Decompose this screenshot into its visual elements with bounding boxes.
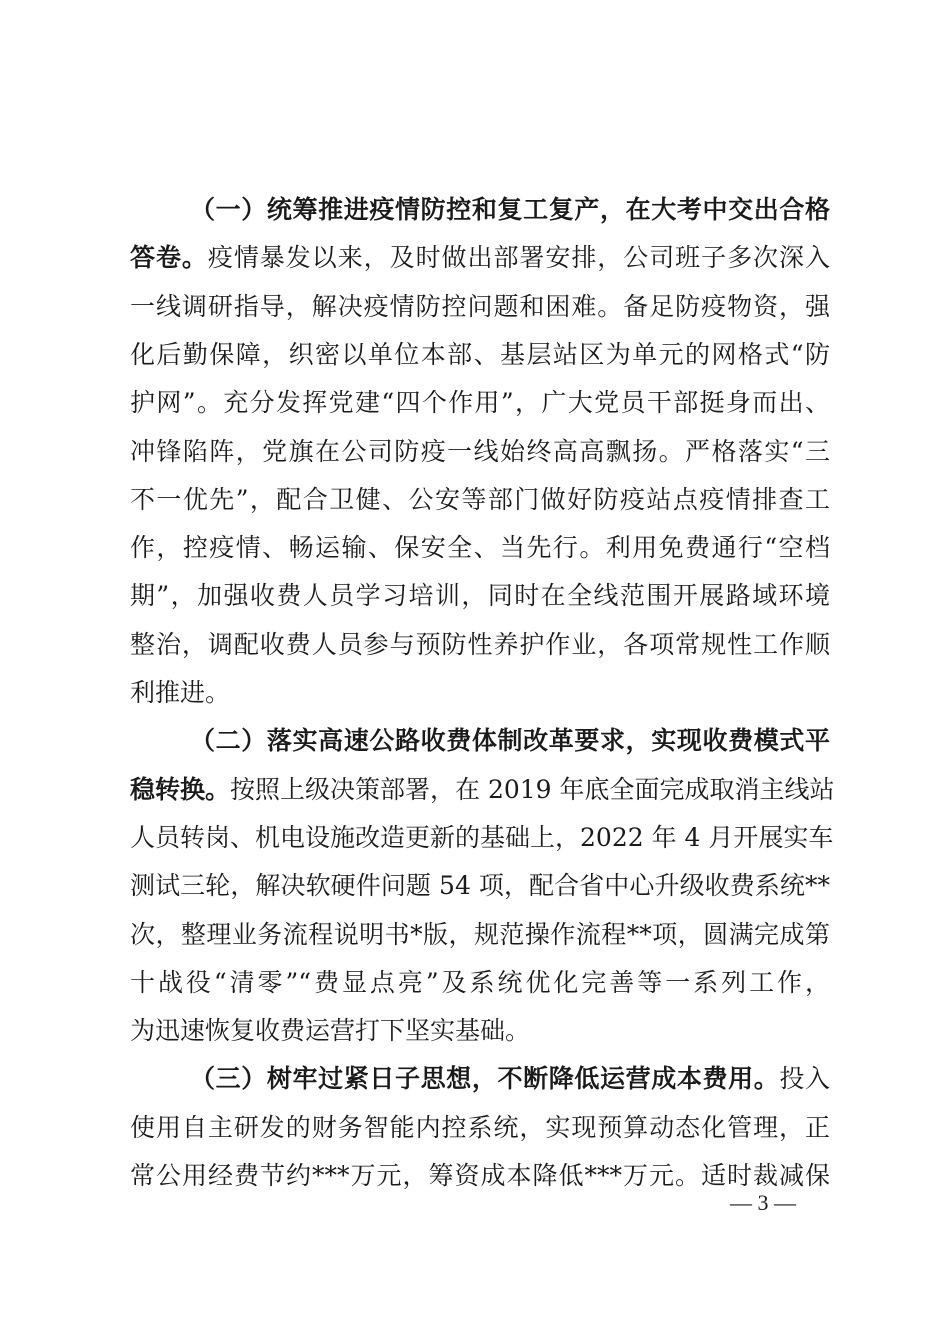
text-line [130,476,830,524]
text-line [130,1007,830,1055]
text-line [130,766,835,814]
text-line [190,1055,830,1103]
text-line [130,862,830,910]
text-line [190,186,830,234]
body-text-segment: 作，控疫情、畅运输、保安全、当先行。利用免费通行“空档 [130,533,830,562]
bold-heading-text: （三）树牢过紧日子思想，不断降低运营成本费用。 [190,1064,780,1093]
text-line [130,1152,830,1200]
body-text-segment: 疫情暴发以来，及时做出部署安排，公司班子多次深入 [207,243,830,272]
page-number: — 3 — [730,1190,796,1215]
bold-heading-text: （一）统筹推进疫情防控和复工复产，在大考中交出合格 [190,195,830,224]
body-text-segment: 不一优先”，配合卫健、公安等部门做好防疫站点疫情排查工 [130,485,830,514]
body-text-segment: 十战役“清零”“费显点亮”及系统优化完善等一系列工作， [130,968,830,997]
text-line [130,524,830,572]
body-text-segment: 冲锋陷阵，党旗在公司防疫一线始终高高飘扬。严格落实“三 [130,437,830,466]
body-text-segment: 为迅速恢复收费运营打下坚实基础。 [130,1016,531,1045]
bold-heading-text: （二）落实高速公路收费体制改革要求，实现收费模式平 [190,726,830,755]
body-text-segment: 按照上级决策部署，在 2019 年底全面完成取消主线站 [230,775,835,804]
text-line [130,669,830,717]
text-line [130,283,830,331]
text-line [130,379,830,427]
text-line [130,1104,830,1152]
body-text-segment: 测试三轮，解决软硬件问题 54 项，配合省中心升级收费系统** [130,871,830,900]
body-text-segment: 一线调研指导，解决疫情防控问题和困难。备足防疫物资，强 [130,292,830,321]
body-text-segment: 化后勤保障，织密以单位本部、基层站区为单元的网格式“防 [130,340,830,369]
body-text-segment: 利推进。 [130,678,231,707]
body-text-segment: 期”，加强收费人员学习培训，同时在全线范围开展路域环境 [130,581,830,610]
text-line [130,572,830,620]
text-line [130,814,834,862]
body-text-segment: 常公用经费节约***万元，筹资成本降低***万元。适时裁减保 [130,1161,830,1190]
text-line [190,717,830,765]
body-text-segment: 人员转岗、机电设施改造更新的基础上，2022 年 4 月开展实车 [130,823,834,852]
text-line [130,621,830,669]
bold-heading-text: 稳转换。 [130,775,231,804]
text-line [130,959,830,1007]
body-text-segment: 整治，调配收费人员参与预防性养护作业，各项常规性工作顺 [130,630,830,659]
body-text-segment: 护网”。充分发挥党建“四个作用”，广大党员干部挺身而出、 [130,388,830,417]
body-text-segment: 次，整理业务流程说明书*版，规范操作流程**项，圆满完成第 [130,920,830,949]
bold-heading-text: 答卷。 [130,243,208,272]
body-text-segment: 使用自主研发的财务智能内控系统，实现预算动态化管理，正 [130,1113,830,1142]
text-line [130,911,830,959]
text-line [130,234,830,282]
text-line [130,331,830,379]
body-text-segment: 投入 [779,1064,830,1093]
text-line [130,428,830,476]
